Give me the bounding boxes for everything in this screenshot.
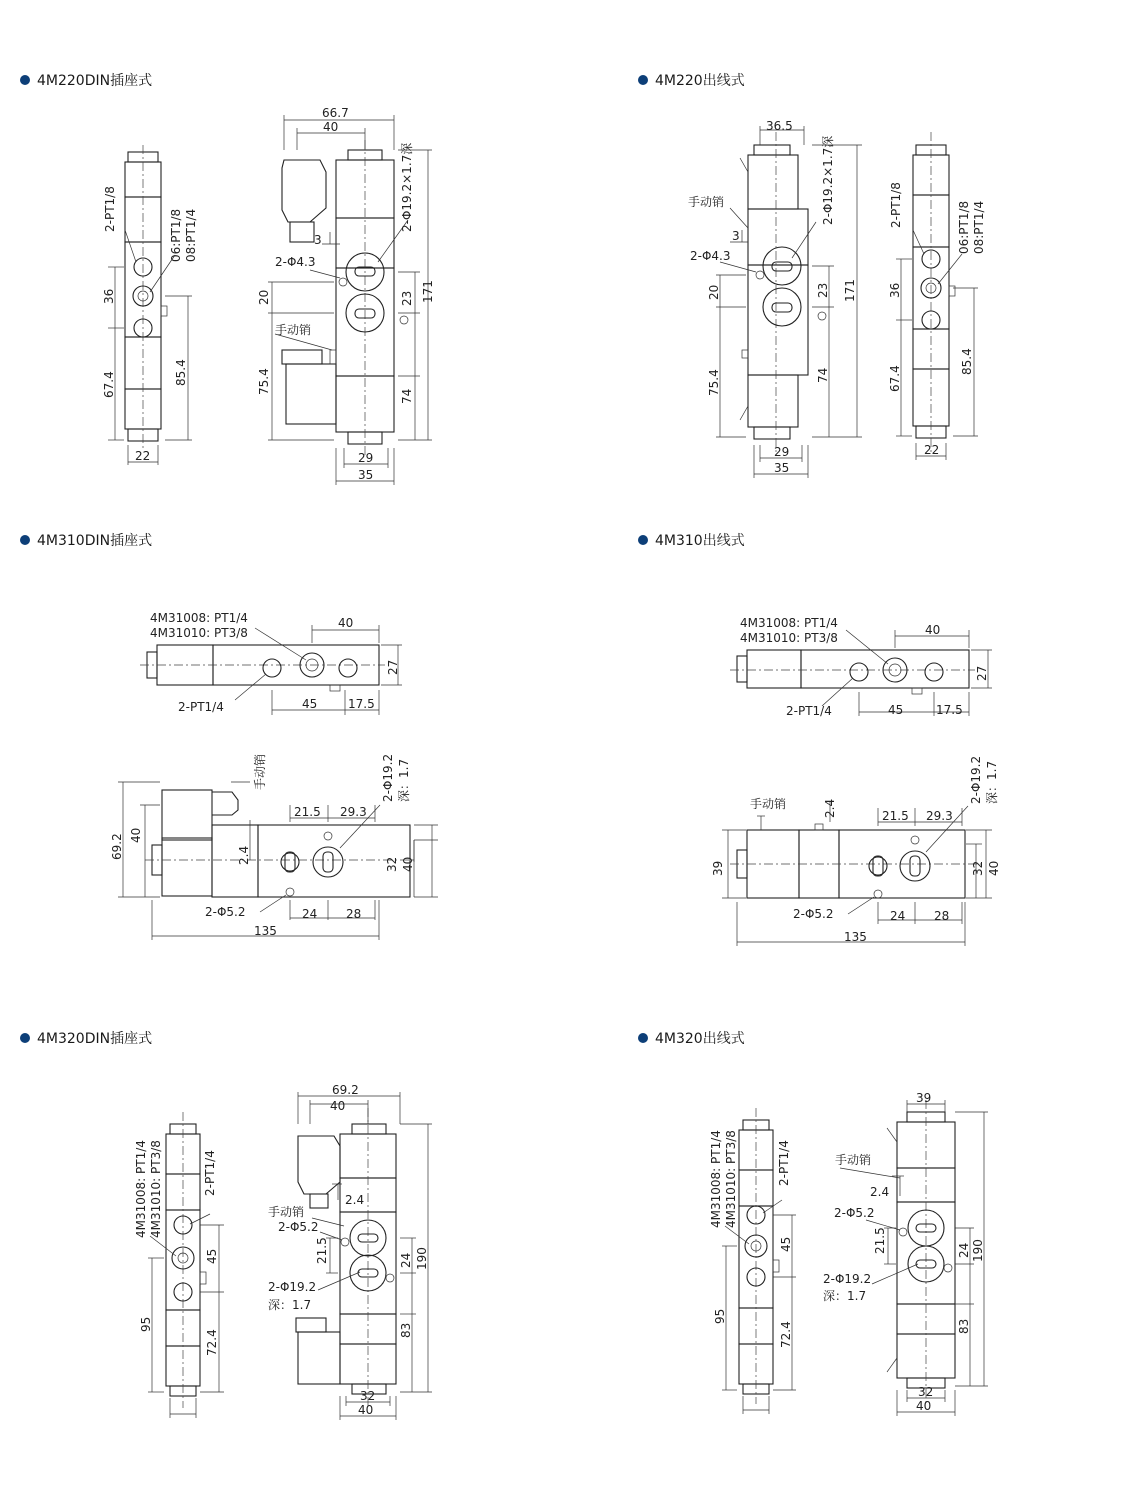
dim-2-4: 2.4: [237, 845, 251, 865]
section-title-text: 4M310DIN插座式: [37, 533, 153, 549]
dim-45: 45: [888, 703, 904, 717]
dim-17-5: 17.5: [936, 703, 963, 717]
manual-pin-label: 手动销: [835, 1153, 872, 1167]
dim-83: 83: [957, 1318, 971, 1334]
dim-17-5: 17.5: [348, 697, 375, 711]
dim-45: 45: [302, 697, 318, 711]
dim-45: 45: [779, 1236, 793, 1252]
dim-23: 23: [816, 282, 830, 298]
dim-29: 29: [774, 445, 790, 459]
model-port-label-2: 4M31010: PT3/8: [150, 626, 248, 640]
dim-190: 190: [415, 1247, 429, 1270]
dim-29: 29: [358, 451, 374, 465]
hole-label-5-2: 2-Φ5.2: [205, 905, 246, 919]
depth-label: 深：1.7: [268, 1298, 312, 1312]
manual-pin-label: 手动销: [750, 797, 787, 811]
model-port-label-1: 4M31008: PT1/4: [134, 1140, 148, 1238]
dim-21-5: 21.5: [315, 1237, 329, 1264]
section-4m320din: [0, 1000, 570, 1504]
dim-39: 39: [916, 1091, 932, 1105]
dim-3: 3: [732, 229, 740, 243]
hole-label-4-3: 2-Φ4.3: [275, 255, 316, 269]
dim-23: 23: [400, 290, 414, 306]
dim-32: 32: [971, 860, 985, 876]
valve-drawing: [0, 500, 570, 1000]
dim-75-4: 75.4: [707, 369, 721, 396]
model-port-label-1: 4M31008: PT1/4: [150, 611, 248, 625]
section-4m220din: [0, 0, 570, 500]
dim-135: 135: [844, 930, 867, 944]
manual-pin-label: 手动销: [275, 323, 312, 337]
dim-32: 32: [918, 1385, 934, 1399]
hole-label-5-2: 2-Φ5.2: [278, 1220, 319, 1234]
port-label: 2-PT1/4: [777, 1140, 791, 1186]
hole-label: 2-Φ19.2: [381, 753, 395, 802]
dim-74: 74: [816, 367, 830, 383]
dim-83: 83: [399, 1322, 413, 1338]
dim-40-right: 40: [987, 860, 1001, 876]
dim-28: 28: [934, 909, 950, 923]
port-label: 2-PT1/4: [786, 704, 832, 718]
model-port-label-2: 4M31010: PT3/8: [724, 1130, 738, 1228]
dim-75-4: 75.4: [257, 368, 271, 395]
side-port-label-06: 06:PT1/8: [957, 200, 971, 254]
dim-24: 24: [399, 1252, 413, 1268]
dim-85-4: 85.4: [960, 348, 974, 375]
section-title-text: 4M310出线式: [655, 533, 745, 549]
dim-29-3: 29.3: [340, 805, 367, 819]
dim-95: 95: [713, 1308, 727, 1324]
manual-pin-label: 手动销: [268, 1205, 305, 1219]
dim-40-right: 40: [401, 856, 415, 872]
dim-40: 40: [330, 1099, 346, 1113]
dim-22: 22: [924, 443, 940, 457]
dim-67-4: 67.4: [102, 371, 116, 398]
section-4m310din: [0, 500, 570, 1000]
dim-66-7: 66.7: [322, 106, 349, 120]
dim-20: 20: [257, 289, 271, 305]
dim-32: 32: [385, 856, 399, 872]
port-label: 2-PT1/4: [203, 1150, 217, 1196]
dim-27: 27: [975, 665, 989, 681]
hole-label: 2-Φ19.2×1.7深: [400, 142, 414, 232]
dim-69-2: 69.2: [110, 833, 124, 860]
dim-2-4: 2.4: [823, 798, 837, 818]
manual-pin-label: 手动销: [253, 753, 267, 790]
dim-67-4: 67.4: [888, 365, 902, 392]
dim-35: 35: [774, 461, 790, 475]
hole-label: 2-Φ19.2×1.7深: [821, 135, 835, 225]
dim-20: 20: [707, 284, 721, 300]
hole-label-5-2: 2-Φ5.2: [793, 907, 834, 921]
valve-drawing: [570, 1000, 1140, 1504]
dim-135: 135: [254, 924, 277, 938]
section-4m310-wired: [570, 500, 1140, 1000]
dim-35: 35: [358, 468, 374, 482]
dim-29-3: 29.3: [926, 809, 953, 823]
model-port-label-1: 4M31008: PT1/4: [709, 1130, 723, 1228]
model-port-label-1: 4M31008: PT1/4: [740, 616, 838, 630]
dim-40: 40: [925, 623, 941, 637]
dim-171: 171: [421, 280, 435, 303]
dim-40: 40: [323, 120, 339, 134]
dim-21-5: 21.5: [873, 1227, 887, 1254]
dim-28: 28: [346, 907, 362, 921]
dim-40-vert: 40: [129, 827, 143, 843]
dim-27: 27: [386, 659, 400, 675]
dim-24: 24: [957, 1242, 971, 1258]
dim-74: 74: [400, 388, 414, 404]
dim-40-bottom: 40: [358, 1403, 374, 1417]
dim-2-4: 2.4: [870, 1185, 890, 1199]
dim-190: 190: [971, 1239, 985, 1262]
valve-drawing: [0, 0, 570, 500]
dim-72-4: 72.4: [779, 1321, 793, 1348]
hole-label: 2-Φ19.2: [268, 1280, 317, 1294]
section-4m220-wired: [570, 0, 1140, 500]
dim-171: 171: [843, 279, 857, 302]
dim-45: 45: [205, 1248, 219, 1264]
dim-69-2: 69.2: [332, 1083, 359, 1097]
manual-pin-label: 手动销: [688, 195, 725, 209]
dim-24: 24: [302, 907, 318, 921]
valve-drawing: [0, 1000, 570, 1504]
depth-label: 深：1.7: [985, 760, 999, 804]
depth-label: 深：1.7: [397, 758, 411, 802]
dim-21-5: 21.5: [294, 805, 321, 819]
port-label: 2-PT1/4: [178, 700, 224, 714]
model-port-label-2: 4M31010: PT3/8: [740, 631, 838, 645]
side-port-label-06: 06:PT1/8: [169, 208, 183, 262]
hole-label: 2-Φ19.2: [969, 755, 983, 804]
section-title-text: 4M220出线式: [655, 73, 745, 89]
hole-label-4-3: 2-Φ4.3: [690, 249, 731, 263]
dim-40: 40: [338, 616, 354, 630]
model-port-label-2: 4M31010: PT3/8: [149, 1140, 163, 1238]
side-port-label: 2-PT1/8: [103, 186, 117, 232]
dim-95: 95: [139, 1316, 153, 1332]
dim-40-bottom: 40: [916, 1399, 932, 1413]
valve-drawing: [570, 0, 1140, 500]
hole-label-5-2: 2-Φ5.2: [834, 1206, 875, 1220]
dim-85-4: 85.4: [174, 359, 188, 386]
dim-39: 39: [711, 860, 725, 876]
dim-36-5: 36.5: [766, 119, 793, 133]
section-title-text: 4M320DIN插座式: [37, 1031, 153, 1047]
depth-label: 深：1.7: [823, 1289, 867, 1303]
hole-label: 2-Φ19.2: [823, 1272, 872, 1286]
dim-72-4: 72.4: [205, 1329, 219, 1356]
side-port-label-08: 08:PT1/4: [972, 200, 986, 254]
dim-36: 36: [888, 282, 902, 298]
dim-21-5: 21.5: [882, 809, 909, 823]
side-port-label: 2-PT1/8: [889, 182, 903, 228]
dim-24: 24: [890, 909, 906, 923]
section-title-text: 4M320出线式: [655, 1031, 745, 1047]
side-port-label-08: 08:PT1/4: [184, 208, 198, 262]
dim-36: 36: [102, 288, 116, 304]
dim-2-4: 2.4: [345, 1193, 365, 1207]
dim-3: 3: [314, 233, 322, 247]
dim-32: 32: [360, 1389, 376, 1403]
section-title-text: 4M220DIN插座式: [37, 73, 153, 89]
valve-drawing: [570, 500, 1140, 1000]
dim-22: 22: [135, 449, 151, 463]
section-4m320-wired: [570, 1000, 1140, 1504]
